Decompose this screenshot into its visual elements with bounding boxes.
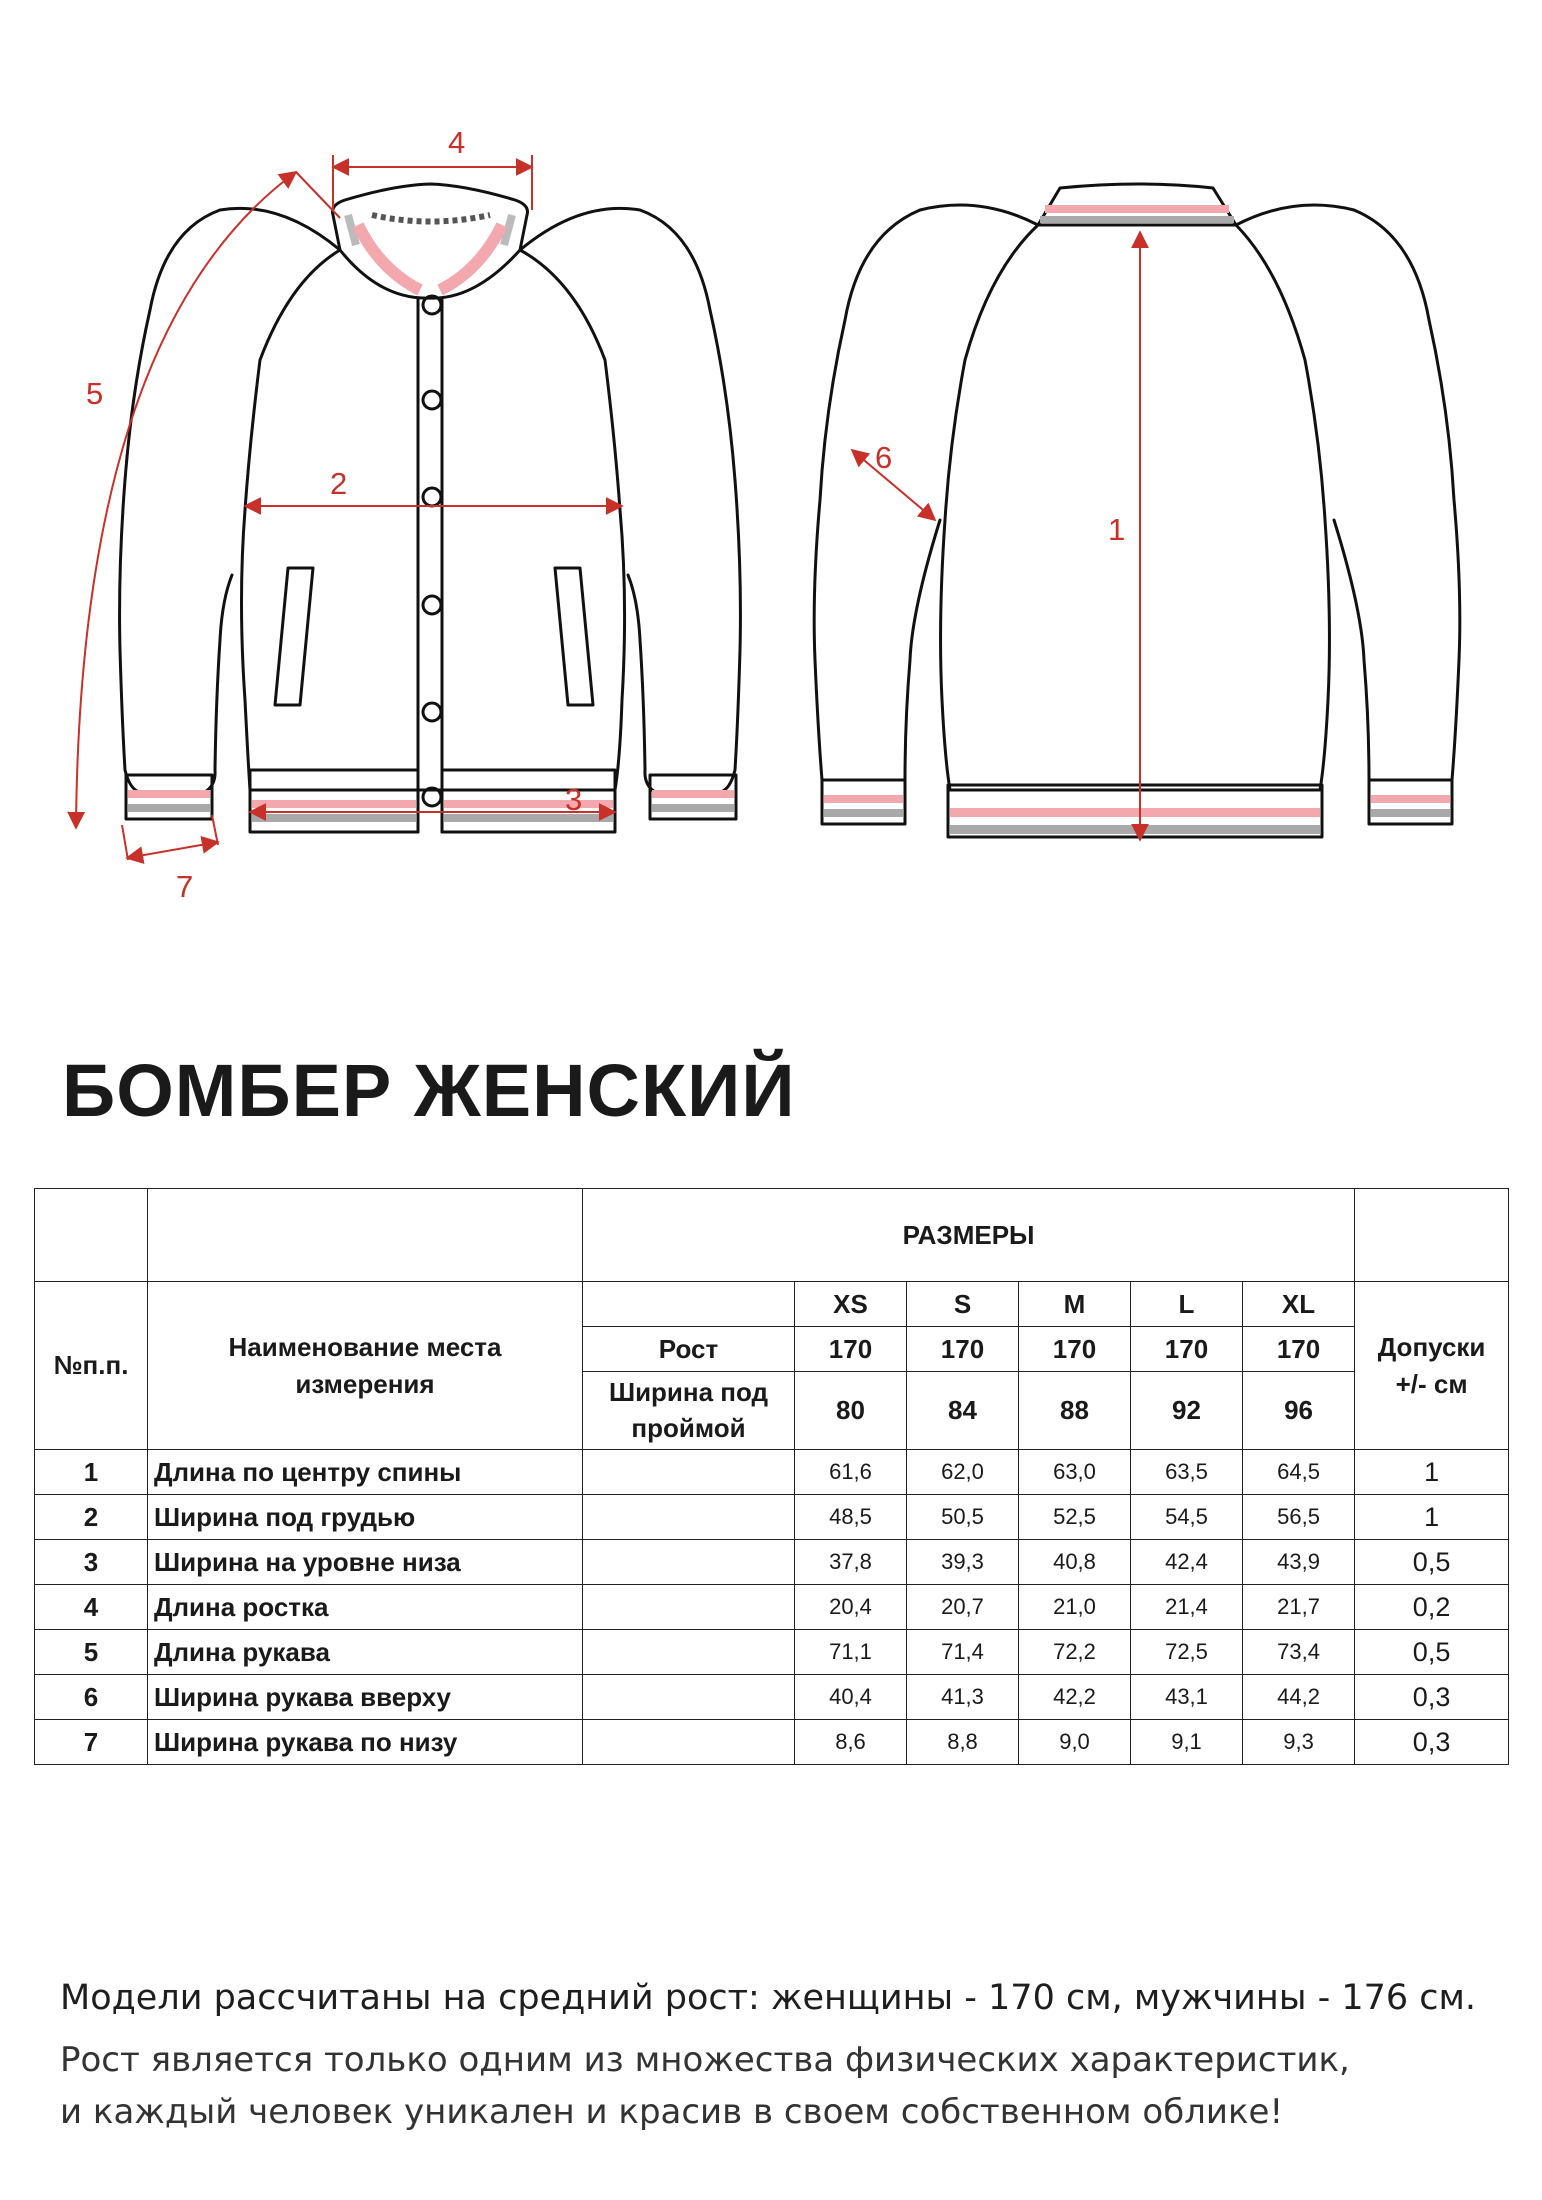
label-2: 2 xyxy=(330,466,348,501)
row-value: 42,2 xyxy=(1019,1675,1131,1720)
height-xl: 170 xyxy=(1243,1327,1355,1372)
row-number: 5 xyxy=(35,1630,148,1675)
front-right-pocket xyxy=(555,568,593,705)
row-value: 21,4 xyxy=(1131,1585,1243,1630)
sizes-header: РАЗМЕРЫ xyxy=(583,1189,1355,1282)
row-value: 9,0 xyxy=(1019,1720,1131,1765)
row-tolerance: 0,3 xyxy=(1355,1720,1509,1765)
row-value: 40,4 xyxy=(795,1675,907,1720)
jacket-diagram xyxy=(0,0,1542,960)
row-value: 50,5 xyxy=(907,1495,1019,1540)
height-xs: 170 xyxy=(795,1327,907,1372)
row-tolerance: 1 xyxy=(1355,1495,1509,1540)
row-name: Длина ростка xyxy=(148,1585,583,1630)
height-label: Рост xyxy=(583,1327,795,1372)
label-5: 5 xyxy=(86,376,104,411)
table-row xyxy=(35,1630,1509,1675)
row-value: 64,5 xyxy=(1243,1450,1355,1495)
chest-xs: 80 xyxy=(795,1372,907,1450)
row-value: 61,6 xyxy=(795,1450,907,1495)
page-title: БОМБЕР ЖЕНСКИЙ xyxy=(62,1049,796,1132)
row-value: 8,8 xyxy=(907,1720,1019,1765)
col-num-header: №п.п. xyxy=(35,1282,148,1450)
row-value: 63,0 xyxy=(1019,1450,1131,1495)
row-tolerance: 0,5 xyxy=(1355,1630,1509,1675)
chest-l: 92 xyxy=(1131,1372,1243,1450)
jacket-front-view xyxy=(120,184,741,832)
row-value: 72,5 xyxy=(1131,1630,1243,1675)
height-m: 170 xyxy=(1019,1327,1131,1372)
table-row xyxy=(35,1675,1509,1720)
row-name: Длина рукава xyxy=(148,1630,583,1675)
row-value: 73,4 xyxy=(1243,1630,1355,1675)
chest-m: 88 xyxy=(1019,1372,1131,1450)
row-tolerance: 0,3 xyxy=(1355,1675,1509,1720)
row-number: 7 xyxy=(35,1720,148,1765)
row-tolerance: 0,2 xyxy=(1355,1585,1509,1630)
table-row xyxy=(35,1585,1509,1630)
height-s: 170 xyxy=(907,1327,1019,1372)
size-l: L xyxy=(1131,1282,1243,1327)
table-row xyxy=(35,1495,1509,1540)
row-name: Длина по центру спины xyxy=(148,1450,583,1495)
row-value: 44,2 xyxy=(1243,1675,1355,1720)
row-value: 56,5 xyxy=(1243,1495,1355,1540)
chest-s: 84 xyxy=(907,1372,1019,1450)
row-name: Ширина под грудью xyxy=(148,1495,583,1540)
front-body xyxy=(242,250,625,790)
size-s: S xyxy=(907,1282,1019,1327)
back-left-sleeve xyxy=(814,205,1038,780)
row-value: 9,1 xyxy=(1131,1720,1243,1765)
row-value: 71,1 xyxy=(795,1630,907,1675)
chest-xl: 96 xyxy=(1243,1372,1355,1450)
back-right-sleeve xyxy=(1236,205,1460,780)
label-4: 4 xyxy=(448,125,466,160)
row-value: 21,7 xyxy=(1243,1585,1355,1630)
front-left-sleeve xyxy=(120,208,340,792)
note-line-2: Рост является только одним из множества физических характеристик, xyxy=(60,2040,1350,2080)
jacket-back-view xyxy=(814,184,1460,837)
row-value: 48,5 xyxy=(795,1495,907,1540)
col-tol-header: Допуски +/- см xyxy=(1355,1282,1509,1450)
label-3: 3 xyxy=(565,782,583,817)
row-value: 9,3 xyxy=(1243,1720,1355,1765)
row-name: Ширина рукава по низу xyxy=(148,1720,583,1765)
row-value: 37,8 xyxy=(795,1540,907,1585)
height-l: 170 xyxy=(1131,1327,1243,1372)
table-row xyxy=(35,1540,1509,1585)
row-number: 3 xyxy=(35,1540,148,1585)
label-7: 7 xyxy=(176,869,194,904)
row-value: 43,1 xyxy=(1131,1675,1243,1720)
front-left-pocket xyxy=(275,568,313,705)
front-buttons xyxy=(423,296,441,806)
row-number: 4 xyxy=(35,1585,148,1630)
row-value: 20,7 xyxy=(907,1585,1019,1630)
row-tolerance: 1 xyxy=(1355,1450,1509,1495)
row-value: 62,0 xyxy=(907,1450,1019,1495)
label-1: 1 xyxy=(1108,512,1126,547)
row-value: 54,5 xyxy=(1131,1495,1243,1540)
note-average-height: Модели рассчитаны на средний рост: женщины - 170 см, мужчины - 176 см. xyxy=(60,1978,1477,2018)
row-value: 21,0 xyxy=(1019,1585,1131,1630)
size-xl: XL xyxy=(1243,1282,1355,1327)
row-value: 71,4 xyxy=(907,1630,1019,1675)
row-number: 2 xyxy=(35,1495,148,1540)
note-line-3: и каждый человек уникален и красив в своем собственном облике! xyxy=(60,2092,1284,2132)
row-value: 72,2 xyxy=(1019,1630,1131,1675)
size-m: M xyxy=(1019,1282,1131,1327)
row-name: Ширина рукава вверху xyxy=(148,1675,583,1720)
size-xs: XS xyxy=(795,1282,907,1327)
row-value: 42,4 xyxy=(1131,1540,1243,1585)
front-right-sleeve xyxy=(520,208,740,792)
row-value: 43,9 xyxy=(1243,1540,1355,1585)
row-name: Ширина на уровне низа xyxy=(148,1540,583,1585)
row-value: 40,8 xyxy=(1019,1540,1131,1585)
row-value: 39,3 xyxy=(907,1540,1019,1585)
row-value: 41,3 xyxy=(907,1675,1019,1720)
col-name-header: Наименование места измерения xyxy=(148,1282,583,1450)
row-value: 52,5 xyxy=(1019,1495,1131,1540)
measurement-lines xyxy=(76,155,1140,860)
row-value: 20,4 xyxy=(795,1585,907,1630)
table-row xyxy=(35,1450,1509,1495)
label-6: 6 xyxy=(875,440,893,475)
row-number: 1 xyxy=(35,1450,148,1495)
row-value: 8,6 xyxy=(795,1720,907,1765)
row-number: 6 xyxy=(35,1675,148,1720)
chest-label: Ширина под проймой xyxy=(583,1372,795,1450)
table-row xyxy=(35,1720,1509,1765)
back-body xyxy=(941,225,1330,790)
size-chart-table xyxy=(34,1188,1509,1765)
row-value: 63,5 xyxy=(1131,1450,1243,1495)
row-tolerance: 0,5 xyxy=(1355,1540,1509,1585)
